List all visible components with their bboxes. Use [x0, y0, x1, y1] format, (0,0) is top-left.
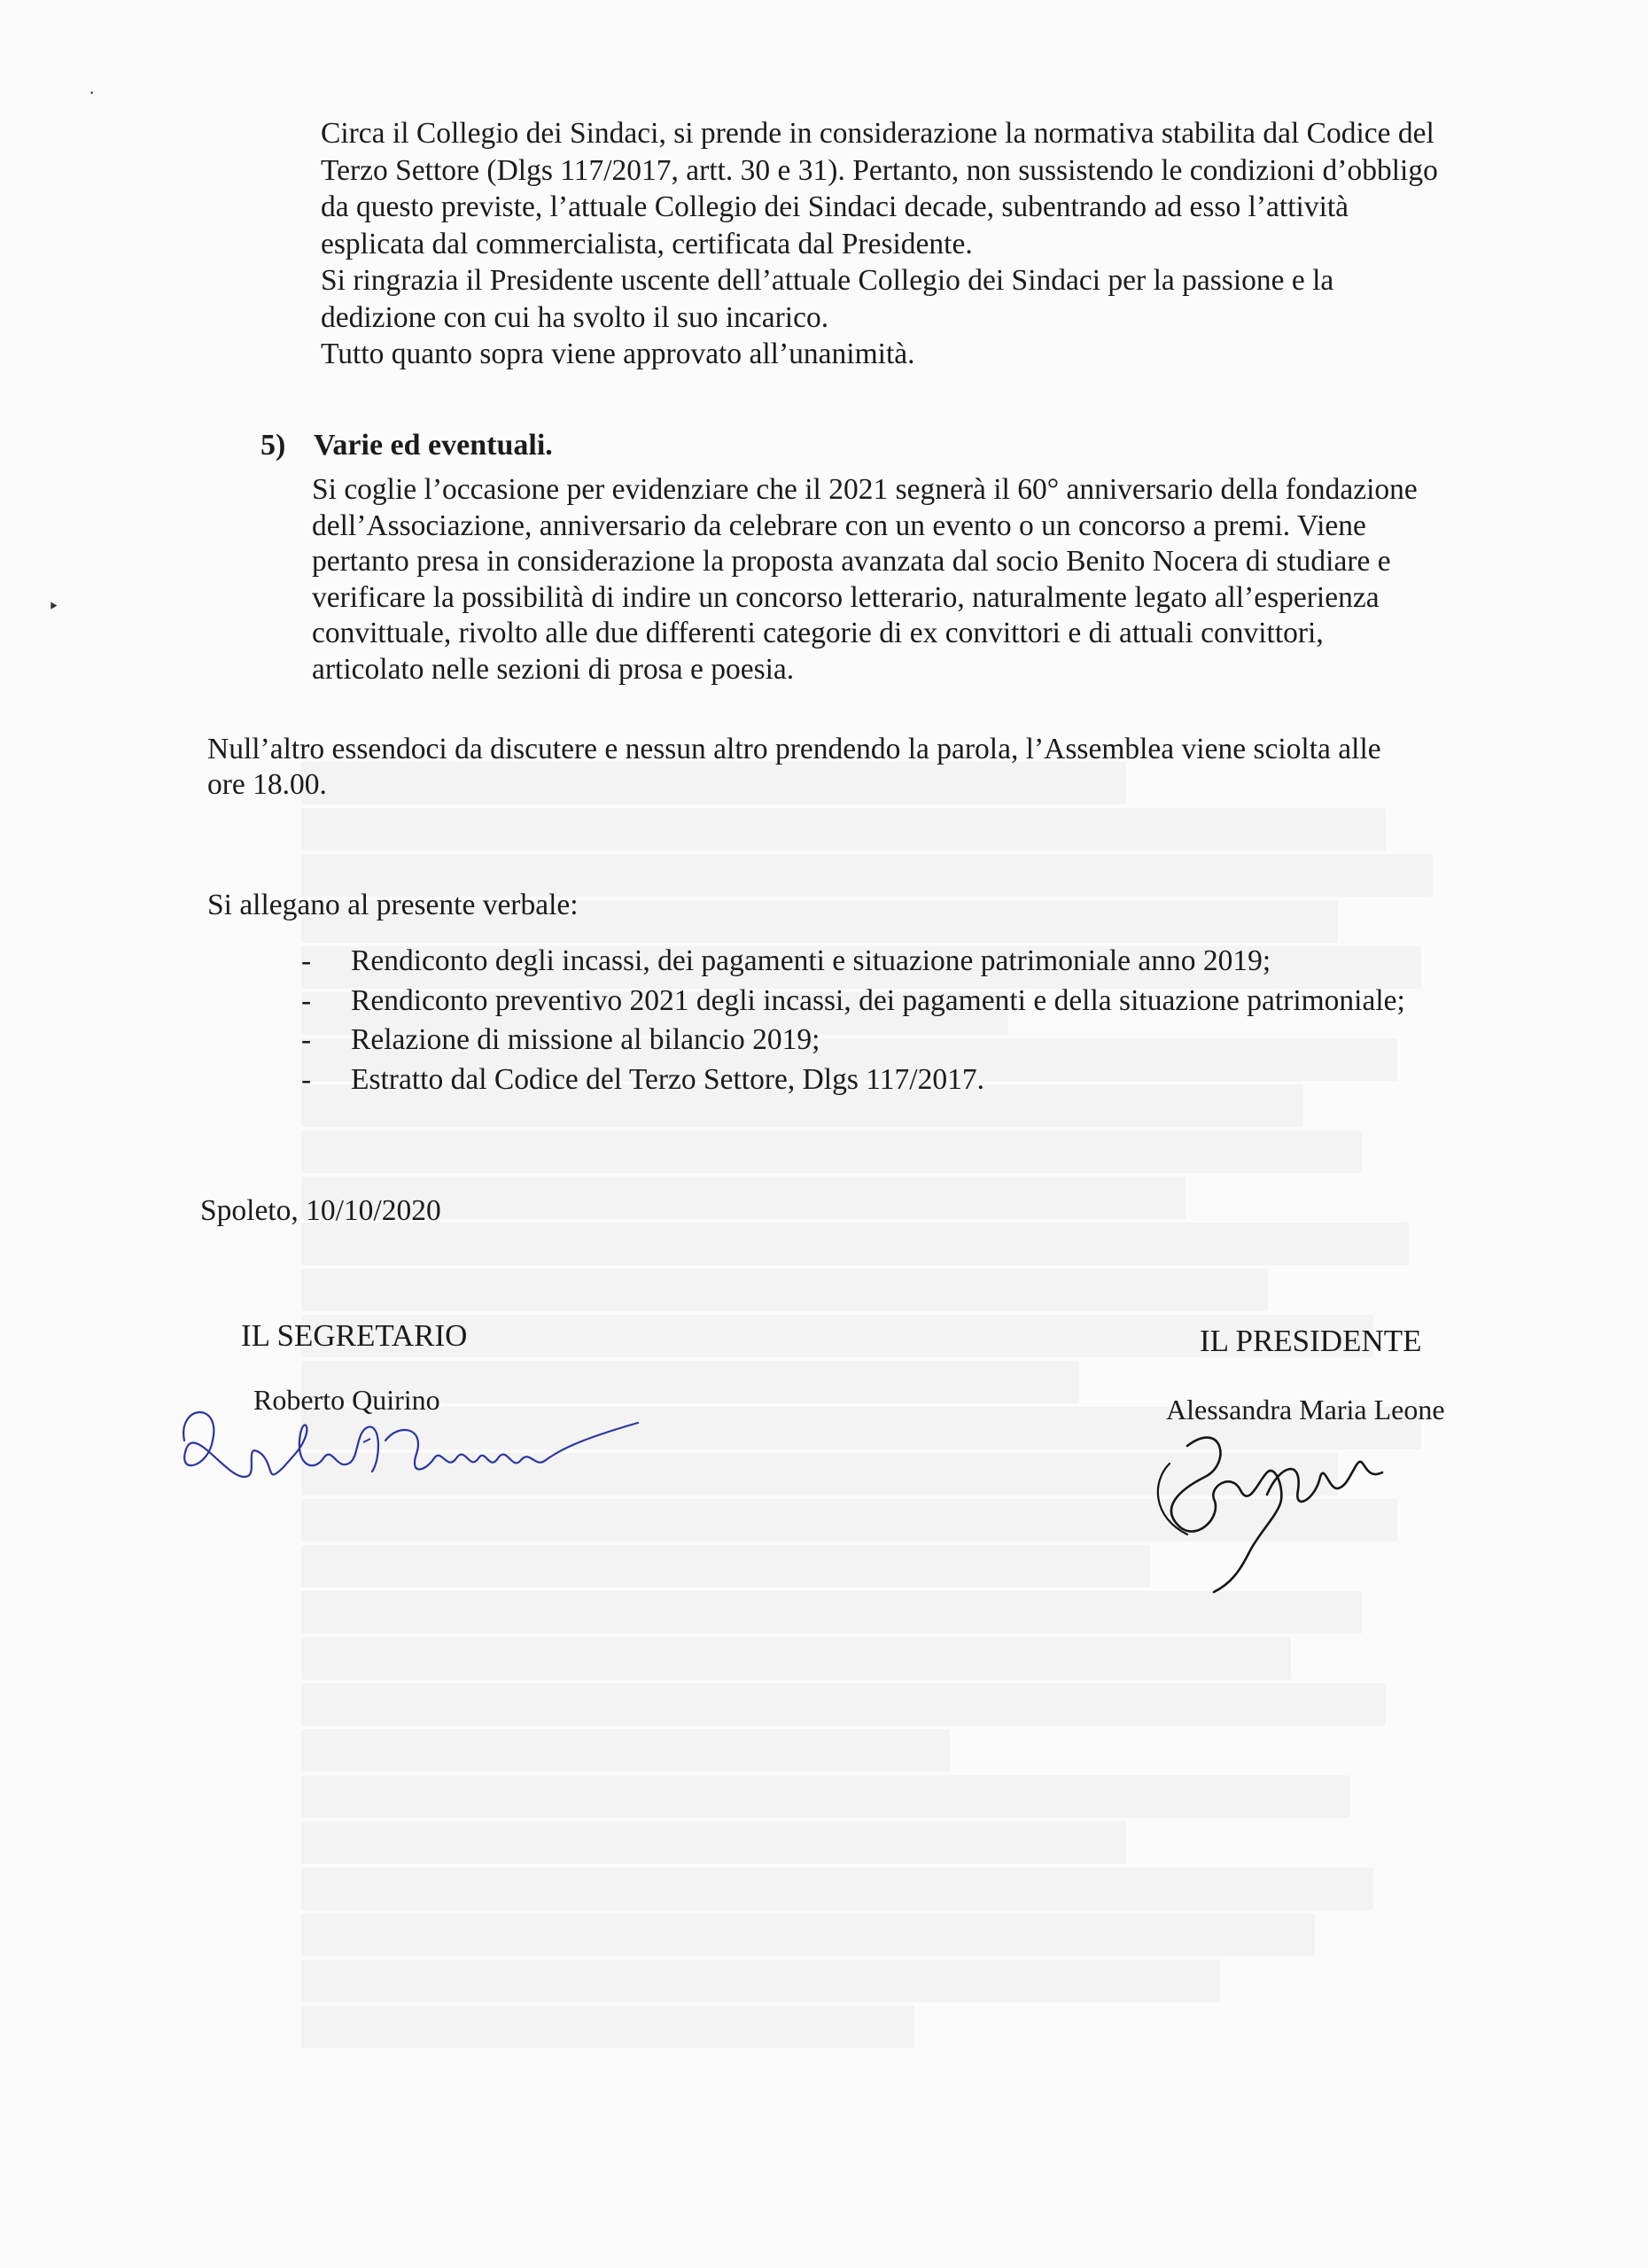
attachment-text: Rendiconto degli incassi, dei pagamenti e situazione patrimoniale anno 2019;: [351, 944, 1271, 977]
collegio-sindaci-paragraph: [321, 115, 1489, 373]
text-line: Null’altro essendoci da discutere e nessun altro prendendo la parola, l’Assemblea viene sciolta alle: [207, 733, 1381, 765]
president-role: IL PRESIDENTE: [1200, 1324, 1422, 1358]
text-line: dedizione con cui ha svolto il suo incarico.: [321, 300, 829, 334]
list-dash: -: [301, 1023, 312, 1056]
president-name: Alessandra Maria Leone: [1166, 1394, 1445, 1425]
secretary-name: Roberto Quirino: [253, 1384, 440, 1416]
list-item: [301, 942, 1489, 982]
text-line: Terzo Settore (Dlgs 117/2017, artt. 30 e 31). Pertanto, non sussistendo le condizioni d’obbligo: [321, 153, 1438, 187]
list-item: [301, 982, 1489, 1021]
text-line: verificare la possibilità di indire un concorso letterario, naturalmente legato all’esperienza: [312, 580, 1380, 614]
section-5-number: 5): [260, 429, 286, 462]
text-line: esplicata dal commercialista, certificata dal Presidente.: [321, 227, 973, 260]
list-item: [301, 1021, 1489, 1060]
secretary-signature: [159, 1387, 656, 1520]
secretary-role: IL SEGRETARIO: [241, 1318, 468, 1353]
text-line: convittuale, rivolto alle due differenti categorie di ex convittori e di attuali convittori,: [312, 617, 1324, 649]
attachment-text: Rendiconto preventivo 2021 degli incassi, dei pagamenti e della situazione patrimoniale;: [351, 983, 1405, 1017]
text-line: ore 18.00.: [207, 768, 327, 801]
attachment-text: Estratto dal Codice del Terzo Settore, Dlgs 117/2017.: [351, 1062, 984, 1096]
section-5-body: [312, 472, 1490, 687]
text-line: da questo previste, l’attuale Collegio dei Sindaci decade, subentrando ad esso l’attività: [321, 190, 1349, 223]
attachments-intro: Si allegano al presente verbale:: [207, 889, 579, 921]
text-line: Si ringrazia il Presidente uscente dell’attuale Collegio dei Sindaci per la passione e la: [321, 264, 1334, 297]
text-line: Circa il Collegio dei Sindaci, si prende in considerazione la normativa stabilita dal Codice del: [321, 117, 1434, 150]
scan-speck: ‣: [48, 595, 59, 617]
attachment-text: Relazione di missione al bilancio 2019;: [351, 1023, 820, 1056]
closing-paragraph: [207, 732, 1489, 803]
text-line: dell’Associazione, anniversario da celebrare con un evento o un concorso a premi. Viene: [312, 509, 1366, 542]
text-line: articolato nelle sezioni di prosa e poesia.: [312, 652, 795, 686]
section-5-title: Varie ed eventuali.: [314, 429, 553, 462]
list-dash: -: [301, 944, 312, 977]
text-line: Si coglie l’occasione per evidenziare che il 2021 segnerà il 60° anniversario della fondazione: [312, 473, 1418, 506]
text-line: Tutto quanto sopra viene approvato all’unanimità.: [321, 338, 915, 370]
scan-speck: ·: [89, 82, 96, 104]
president-signature: [1125, 1410, 1391, 1596]
place-date: Spoleto, 10/10/2020: [200, 1194, 441, 1227]
list-dash: -: [301, 983, 312, 1017]
attachments-list: [301, 942, 1489, 1099]
text-line: pertanto presa in considerazione la proposta avanzata dal socio Benito Nocera di studiare e: [312, 545, 1391, 578]
list-item: [301, 1060, 1489, 1100]
list-dash: -: [301, 1062, 312, 1096]
